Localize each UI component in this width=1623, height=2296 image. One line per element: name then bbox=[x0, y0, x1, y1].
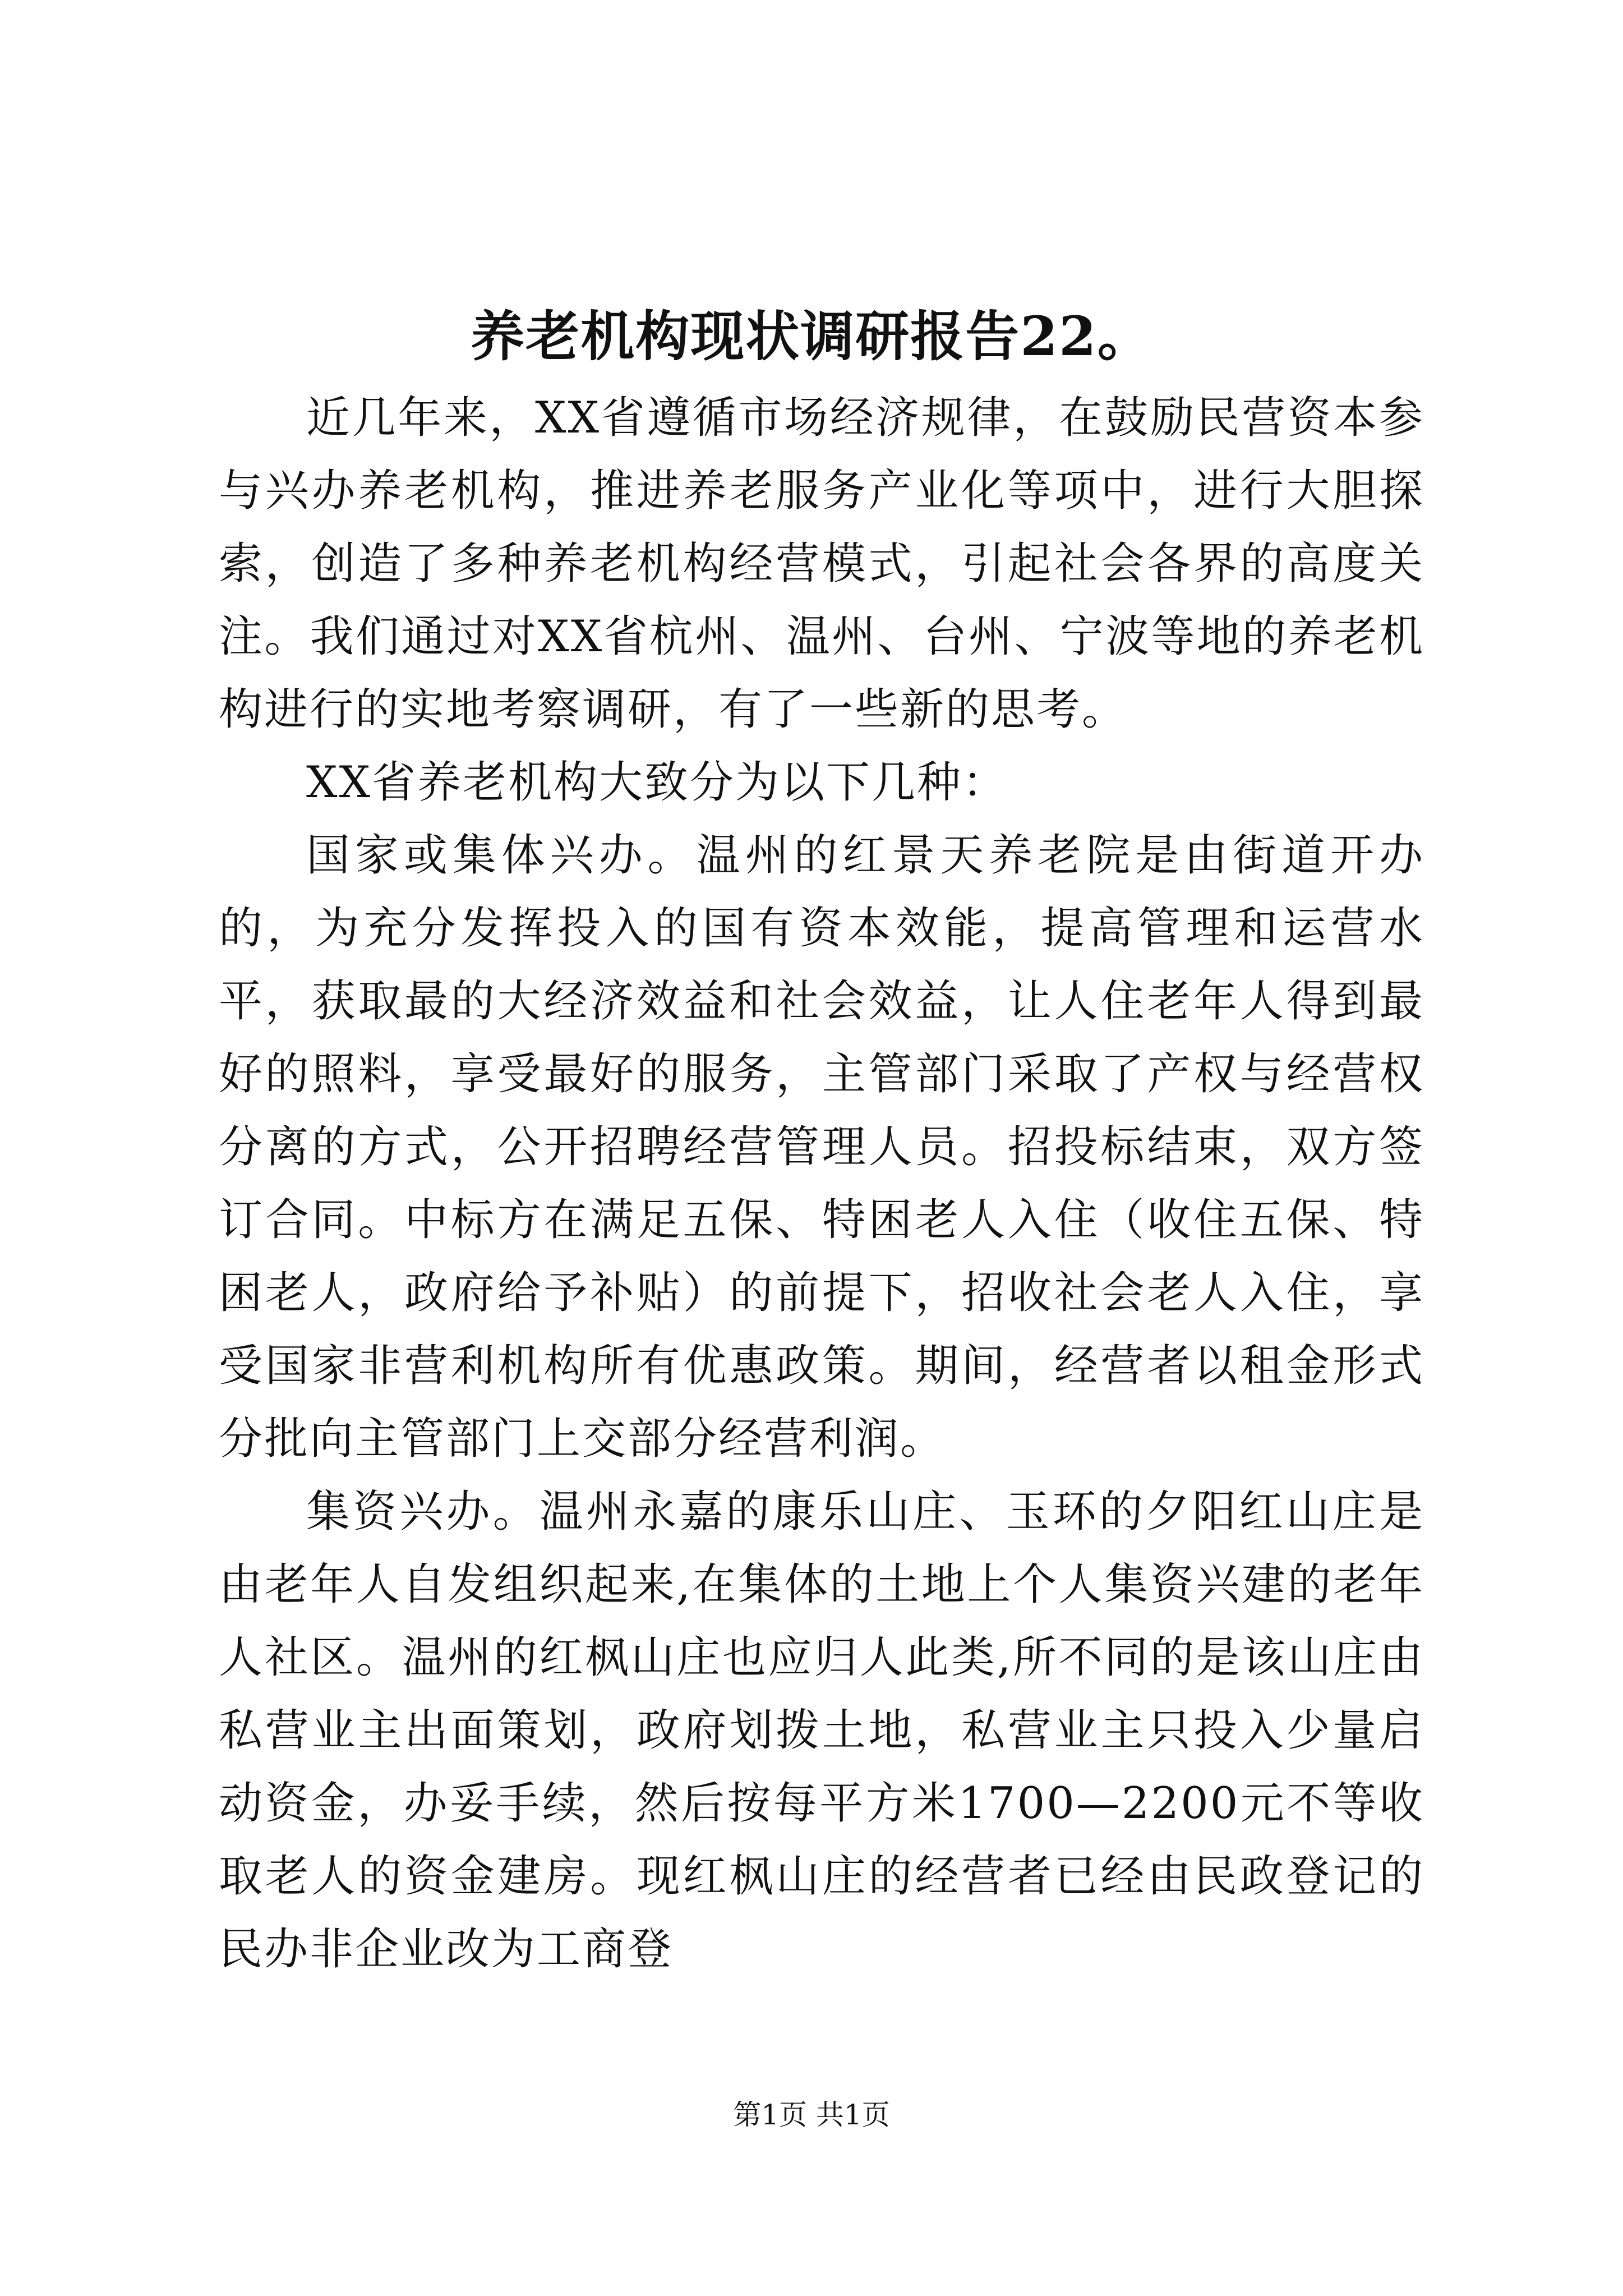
paragraph-state-run: 国家或集体兴办。温州的红景天养老院是由街道开办的，为充分发挥投入的国有资本效能，提高管理和运营水平，获取最的大经济效益和社会效益，让人住老年人得到最好的照料，享受最好的服务，主管部门采取了产权与经营权分离的方式，公开招聘经营管理人员。招投标结束，双方签订合同。中标方在满足五保、特困老人入住（收住五保、特困老人，政府给予补贴）的前提下，招收社会老人入住，享受国家非营利机构所有优惠政策。期间，经营者以租金形式分批向主管部门上交部分经营利润。 bbox=[219, 830, 1424, 1464]
paragraph-intro: 近几年来，XX省遵循市场经济规律，在鼓励民营资本参与兴办养老机构，推进养老服务产业化等项中，进行大胆探索，创造了多种养老机构经营模式，引起社会各界的高度关注。我们通过对XX省杭州、温州、台州、宁波等地的养老机构进行的实地考察调研，有了一些新的思考。 bbox=[219, 393, 1424, 735]
paragraph-categories: XX省养老机构大致分为以下几种： bbox=[306, 757, 1008, 808]
document-body bbox=[219, 381, 1424, 1986]
page-footer: 第1页 共1页 bbox=[733, 2099, 890, 2131]
document-title: 养老机构现状调研报告22。 bbox=[471, 305, 1152, 368]
paragraph-fundraised: 集资兴办。温州永嘉的康乐山庄、玉环的夕阳红山庄是由老年人自发组织起来,在集体的土地上个人集资兴建的老年人社区。温州的红枫山庄也应归人此类,所不同的是该山庄由私营业主出面策划，政府划拨土地，私营业主只投入少量启动资金，办妥手续，然后按每平方米1700—2200元不等收取老人的资金建房。现红枫山庄的经营者已经由民政登记的民办非企业改为工商登 bbox=[219, 1487, 1424, 1975]
